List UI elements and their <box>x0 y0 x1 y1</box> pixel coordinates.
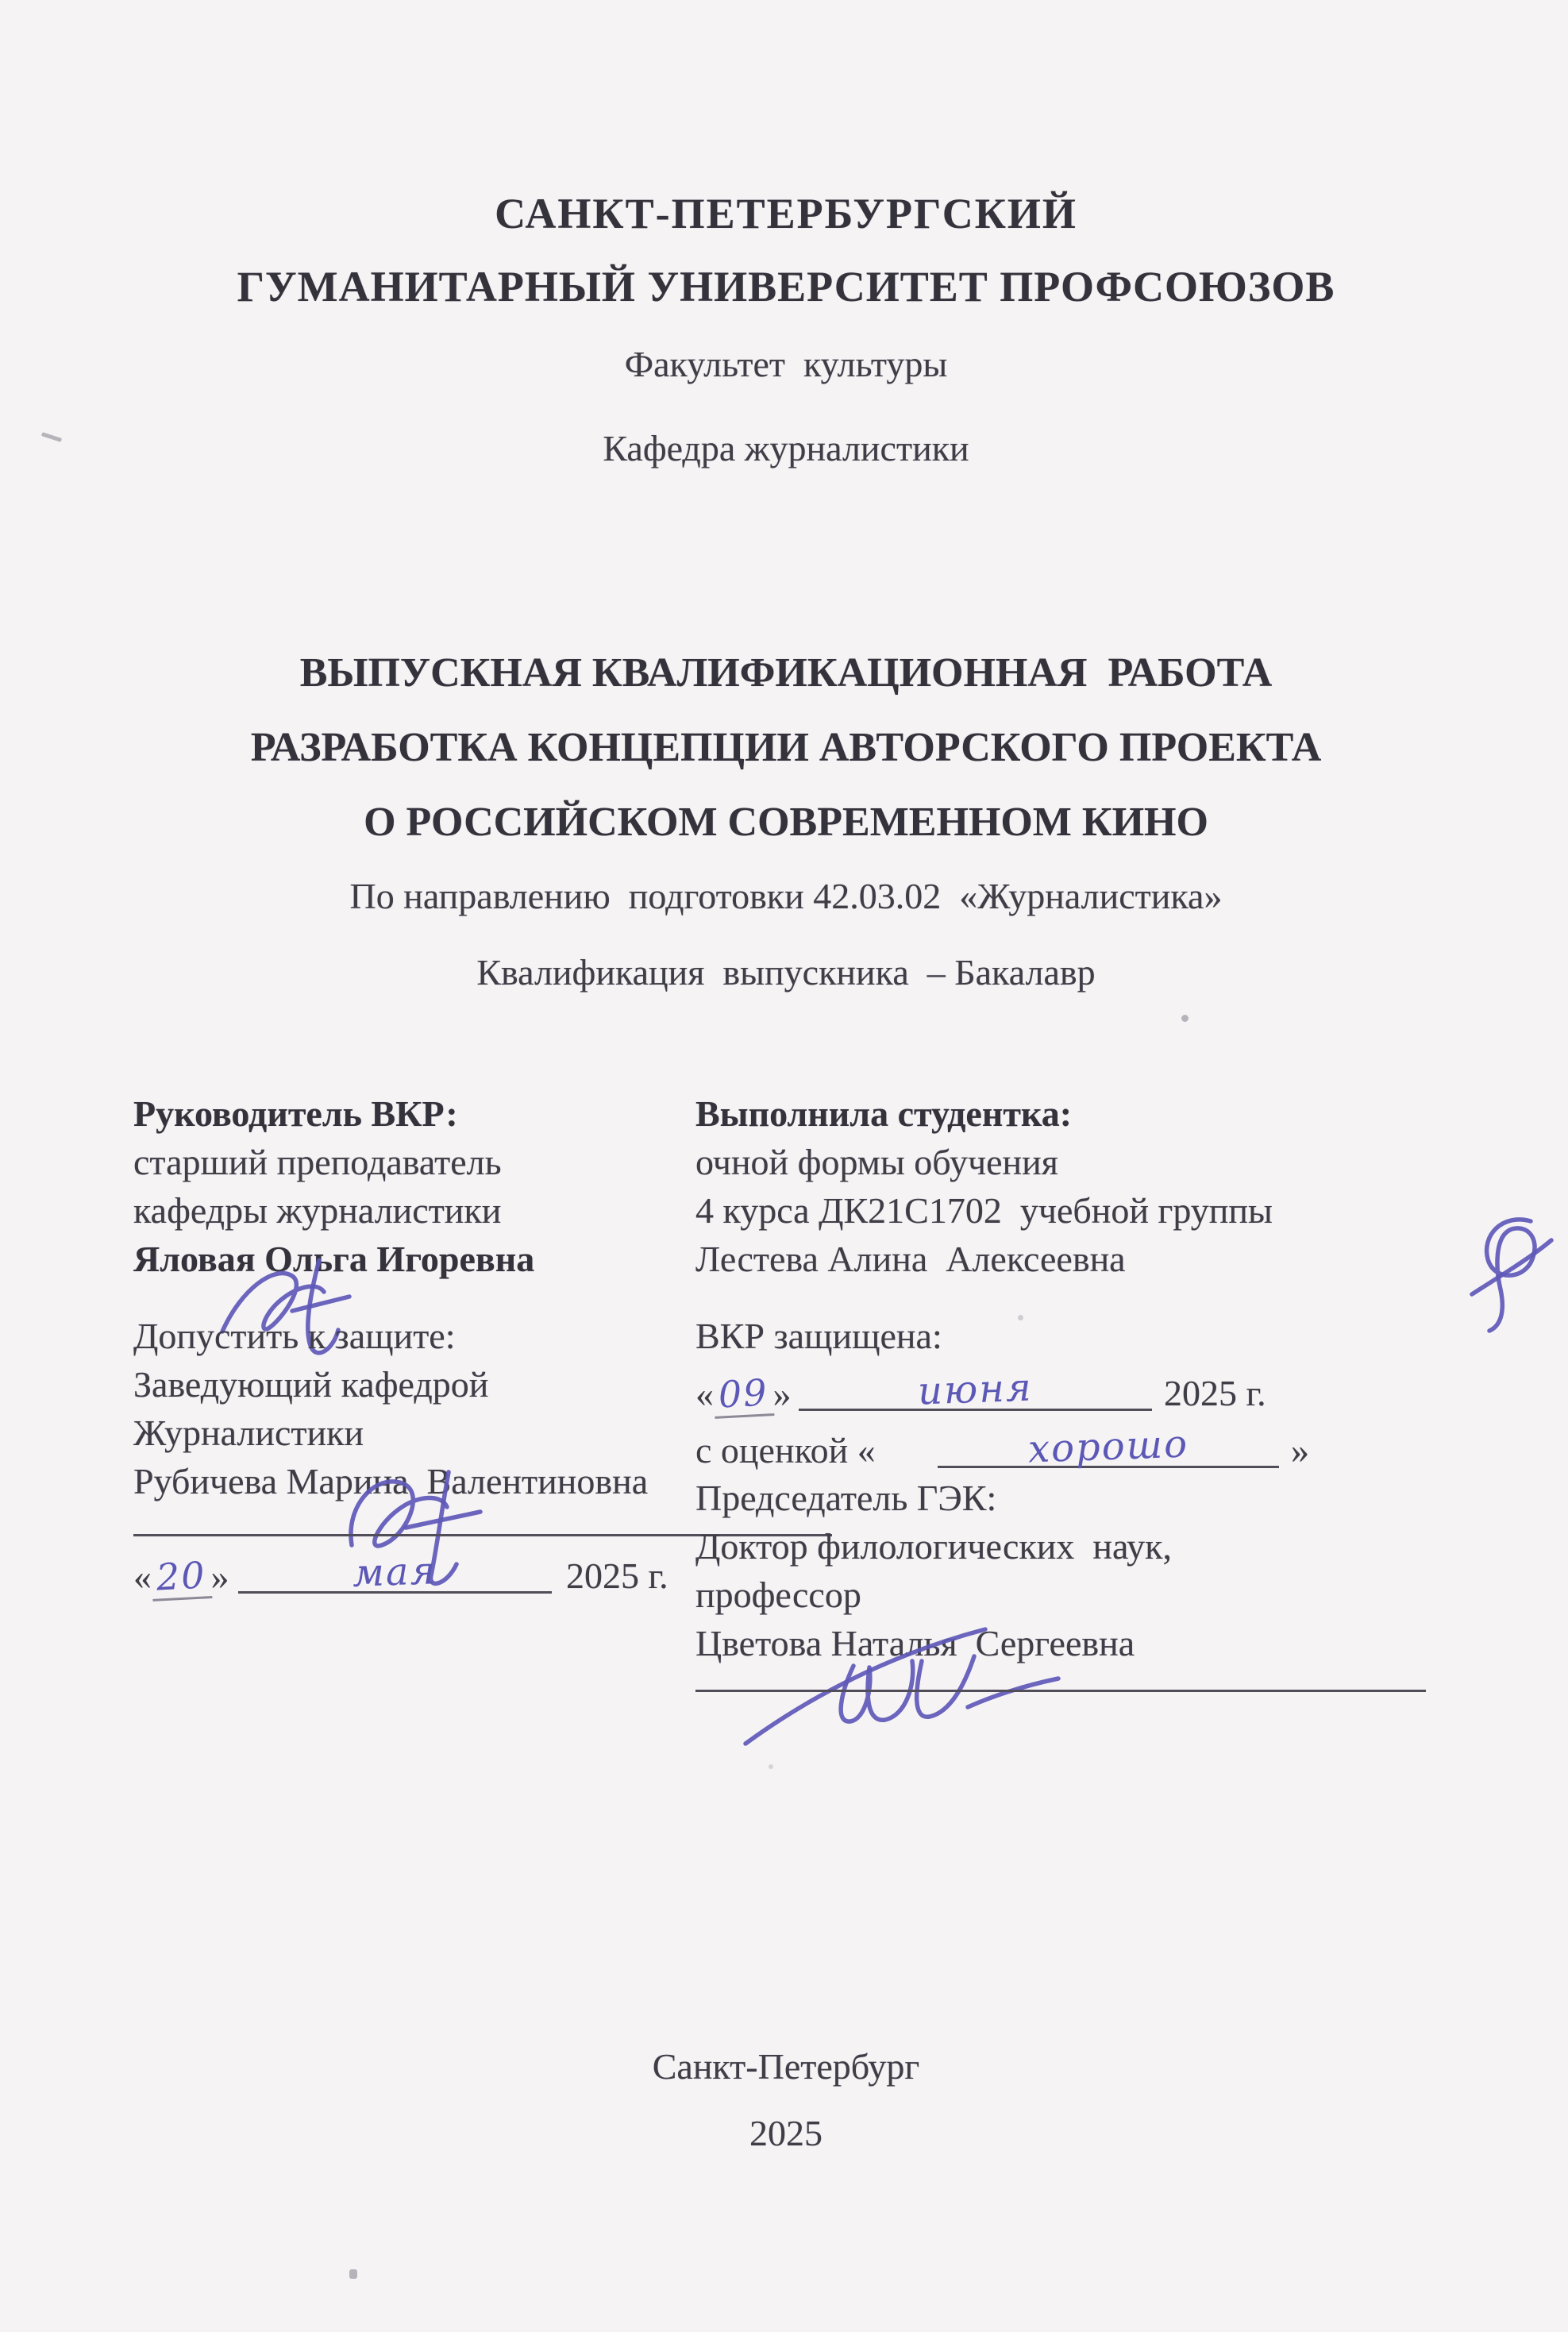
department-line: Кафедра журналистики <box>603 428 969 468</box>
defense-close-quote: » <box>772 1374 792 1414</box>
defense-signature-line <box>695 1690 1426 1692</box>
defense-day-handwritten: 09 <box>713 1370 774 1419</box>
student-study-form: очной формы обучения <box>695 1142 1058 1182</box>
supervisor-position-line1: старший преподаватель <box>133 1142 502 1182</box>
supervisor-name: Яловая Ольга Игоревна <box>133 1239 535 1279</box>
grade-line <box>938 1421 1279 1472</box>
student-group: 4 курса ДК21С1702 учебной группы <box>695 1190 1273 1231</box>
defense-date-row <box>695 1365 1442 1423</box>
thesis-title-line2: О РОССИЙСКОМ СОВРЕМЕННОМ КИНО <box>364 800 1208 845</box>
grade-close-quote: » <box>1291 1430 1309 1471</box>
footer-city: Санкт-Петербург <box>652 2046 920 2087</box>
scan-artifact <box>769 1764 773 1769</box>
defense-year: 2025 г. <box>1164 1373 1266 1413</box>
admission-month-handwritten: мая <box>352 1548 438 1596</box>
program-line: По направлению подготовки 42.03.02 «Журналистика» <box>349 876 1223 916</box>
defense-month-handwritten: июня <box>917 1365 1034 1414</box>
student-block <box>695 1089 1273 1283</box>
student-signature <box>1454 1201 1566 1336</box>
admission-day-handwritten: 20 <box>151 1553 212 1602</box>
scan-artifact <box>1181 1015 1189 1022</box>
admission-open-quote: « <box>133 1556 152 1597</box>
supervisor-heading: Руководитель ВКР: <box>133 1093 458 1134</box>
scan-artifact <box>1018 1315 1023 1320</box>
admission-close-quote: » <box>210 1556 229 1597</box>
student-heading: Выполнила студентка: <box>695 1093 1073 1134</box>
supervisor-position-line2: кафедры журналистики <box>133 1190 502 1231</box>
committee-chair-title: профессор <box>695 1575 861 1615</box>
committee-chair-signature <box>734 1610 1108 1761</box>
defense-month-line <box>799 1365 1152 1414</box>
admission-year: 2025 г. <box>566 1555 668 1596</box>
grade-handwritten: хорошо <box>1027 1421 1189 1472</box>
admission-line3: Журналистики <box>133 1413 364 1453</box>
grade-prefix: с оценкой <box>695 1430 857 1471</box>
admission-name: Рубичева Марина Валентиновна <box>133 1461 649 1501</box>
footer-year: 2025 <box>749 2113 823 2153</box>
faculty-line: Факультет культуры <box>624 344 948 384</box>
student-name: Лестева Алина Алексеевна <box>695 1239 1126 1279</box>
scan-artifact <box>349 2269 357 2279</box>
grade-open-quote: « <box>857 1430 876 1471</box>
admission-line2: Заведующий кафедрой <box>133 1364 489 1405</box>
committee-chair-name: Цветова Наталья Сергеевна <box>695 1623 1135 1663</box>
university-name-line2: ГУМАНИТАРНЫЙ УНИВЕРСИТЕТ ПРОФСОЮЗОВ <box>237 263 1335 310</box>
defense-open-quote: « <box>695 1374 714 1414</box>
defense-heading: ВКР защищена: <box>695 1316 942 1356</box>
university-name-line1: САНКТ-ПЕТЕРБУРГСКИЙ <box>495 190 1077 237</box>
admission-line1: Допустить к защите: <box>133 1316 456 1356</box>
work-type-title: ВЫПУСКНАЯ КВАЛИФИКАЦИОННАЯ РАБОТА <box>299 650 1273 696</box>
committee-chair-degree: Доктор филологических наук, <box>695 1526 1172 1567</box>
committee-chair-heading: Председатель ГЭК: <box>695 1478 997 1518</box>
defense-grade-row <box>695 1421 1442 1480</box>
admission-month-line <box>238 1550 552 1594</box>
qualification-line: Квалификация выпускника – Бакалавр <box>476 952 1096 993</box>
thesis-title-line1: РАЗРАБОТКА КОНЦЕПЦИИ АВТОРСКОГО ПРОЕКТА <box>250 725 1322 770</box>
